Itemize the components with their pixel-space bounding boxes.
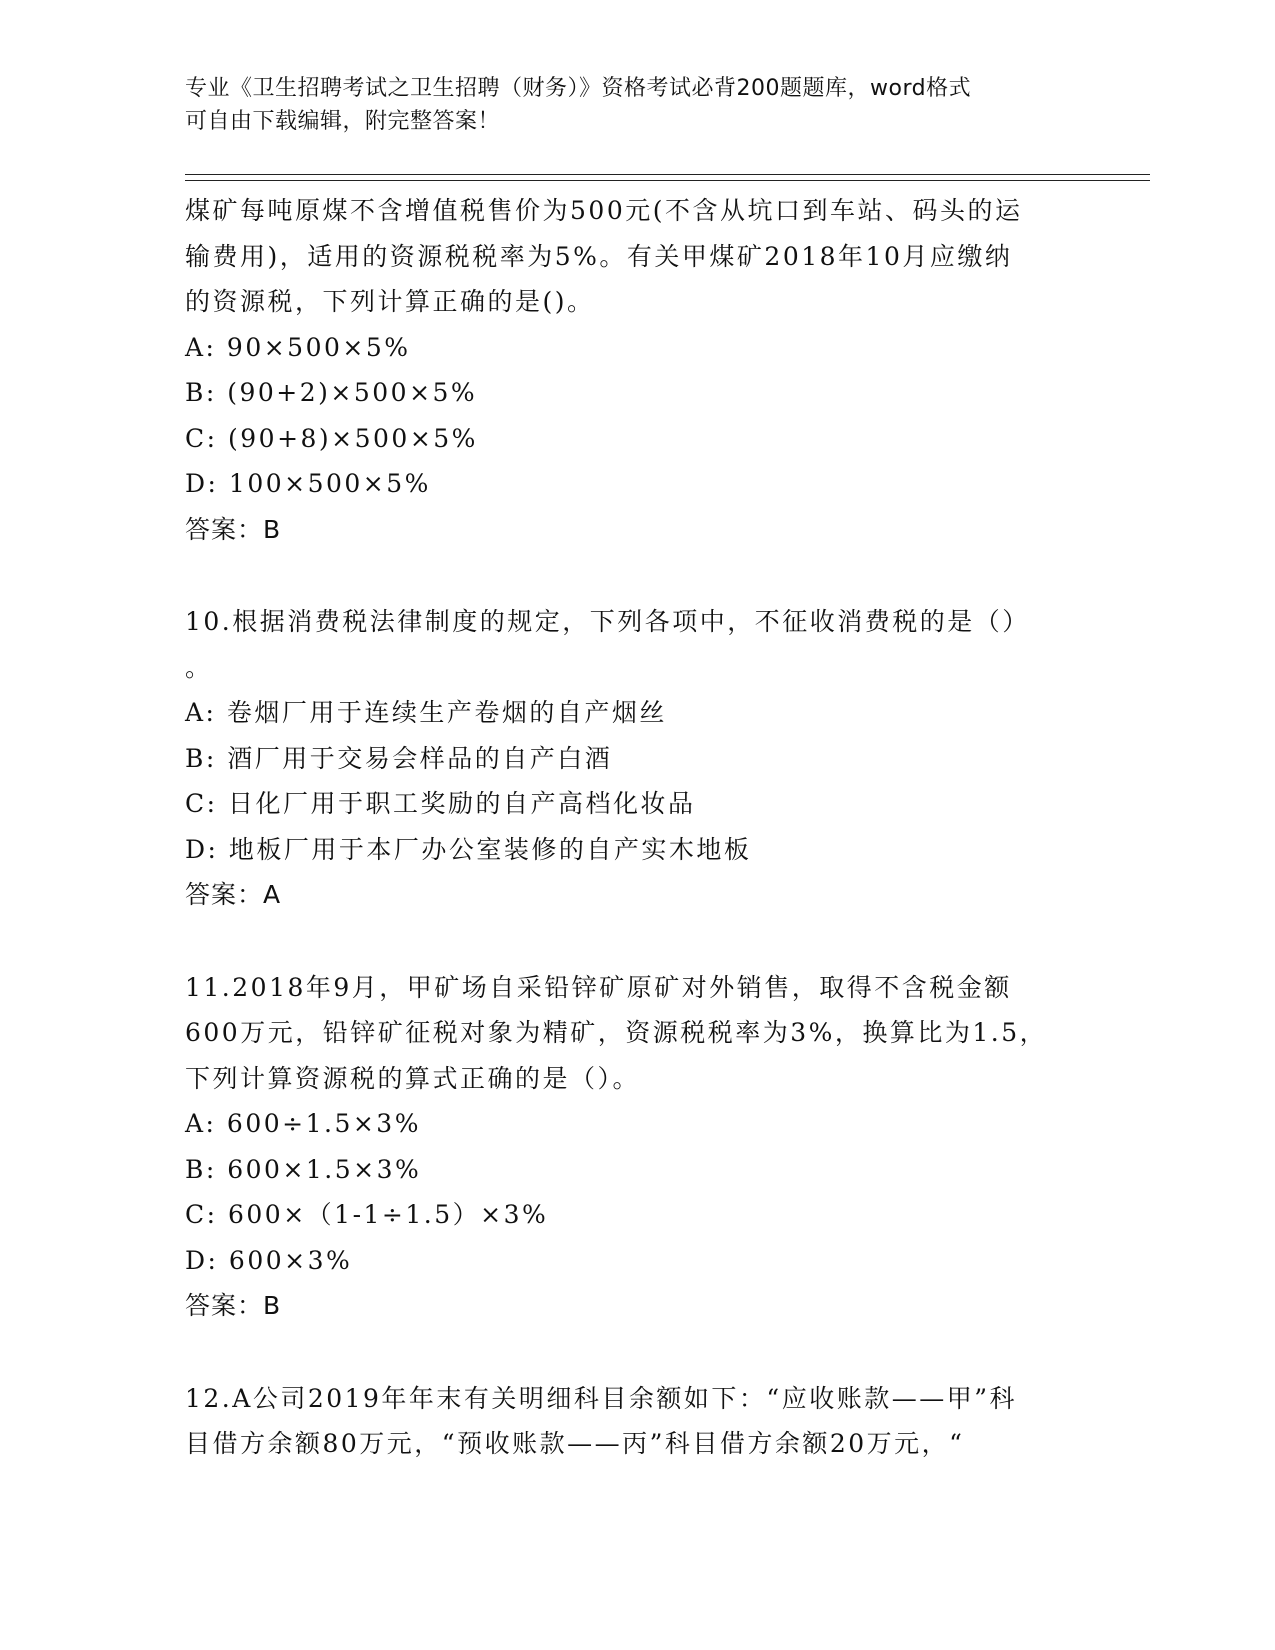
header-line-1: 专业《卫生招聘考试之卫生招聘（财务）》资格考试必背200题题库，word格式 (185, 76, 972, 101)
question-item (185, 188, 1085, 552)
header-divider (185, 174, 1150, 181)
option-a: A: 90×500×5% (185, 332, 411, 362)
answer-label: 答案：B (185, 1291, 282, 1320)
option-d: D: 100×500×5% (185, 469, 431, 498)
question-stem-line: 输费用)，适用的资源税税率为5%。有关甲煤矿2018年10月应缴纳 (185, 241, 1013, 271)
question-stem-line: 。 (185, 652, 213, 682)
question-stem-line: 11.2018年9月，甲矿场自采铅锌矿原矿对外销售，取得不含税金额 (185, 972, 1012, 1002)
question-item (185, 965, 1085, 1329)
answer-label: 答案：B (185, 514, 282, 544)
option-d: D: 600×3% (185, 1245, 353, 1275)
option-b: B: 酒厂用于交易会样品的自产白酒 (185, 743, 613, 773)
option-c: C: 600×（1-1÷1.5）×3% (185, 1200, 549, 1229)
header-line-2: 可自由下载编辑，附完整答案！ (185, 109, 501, 134)
question-spacer (185, 1329, 1085, 1376)
option-d: D: 地板厂用于本厂办公室装修的自产实木地板 (185, 834, 752, 864)
question-list (185, 188, 1085, 1467)
question-item (185, 1376, 1085, 1467)
question-spacer (185, 918, 1085, 965)
question-spacer (185, 552, 1085, 599)
question-stem-line: 600万元，铅锌矿征税对象为精矿，资源税税率为3%，换算比为1.5， (185, 1018, 1048, 1047)
option-c: C: (90+8)×500×5% (185, 423, 478, 453)
question-stem-line: 的资源税，下列计算正确的是()。 (185, 287, 595, 316)
question-stem-line: 煤矿每吨原煤不含增值税售价为500元(不含从坑口到车站、码头的运 (185, 196, 1023, 225)
option-b: B: (90+2)×500×5% (185, 378, 478, 407)
question-stem-line: 目借方余额80万元，“预收账款——丙”科目借方余额20万元，“ (185, 1429, 965, 1458)
question-item (185, 599, 1085, 918)
option-c: C: 日化厂用于职工奖励的自产高档化妆品 (185, 789, 696, 818)
question-stem-line: 10.根据消费税法律制度的规定，下列各项中，不征收消费税的是（） (185, 607, 1030, 636)
option-a: A: 卷烟厂用于连续生产卷烟的自产烟丝 (185, 698, 667, 727)
option-a: A: 600÷1.5×3% (185, 1109, 421, 1138)
question-stem-line: 12.A公司2019年年末有关明细科目余额如下：“应收账款——甲”科 (185, 1383, 1017, 1413)
document-header (185, 72, 1065, 138)
question-stem-line: 下列计算资源税的算式正确的是（）。 (185, 1063, 641, 1093)
answer-label: 答案：A (185, 880, 282, 909)
option-b: B: 600×1.5×3% (185, 1154, 422, 1184)
